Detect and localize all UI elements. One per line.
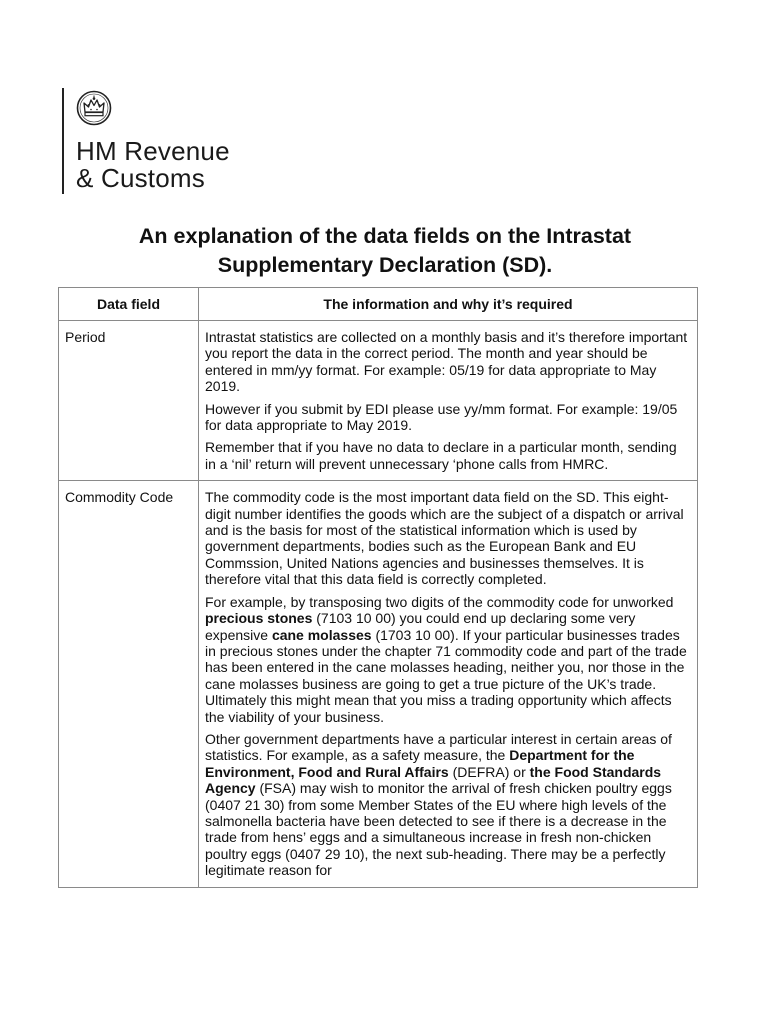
logo-line-1: HM Revenue [76, 136, 230, 166]
info-paragraph [205, 731, 691, 879]
title-line-2: Supplementary Declaration (SD). [217, 253, 553, 277]
text-run: (7103 10 00) you could end up declaring some very expensive [205, 610, 636, 643]
field-info-cell [199, 321, 698, 481]
info-paragraph [205, 594, 691, 725]
bold-term: the Food Standards Agency [205, 763, 662, 797]
bold-term: precious stones [205, 610, 313, 627]
royal-crown-crest-icon [76, 90, 112, 126]
text-run: Intrastat statistics are collected on a monthly basis and it’s therefore important you report the data in the correct period. The month and year should be entered in mm/yy format. For example: 05/19 for data appropriate to May 2019. [205, 329, 688, 395]
logo-wordmark [76, 138, 230, 192]
text-run: However if you submit by EDI please use yy/mm format. For example: 19/05 for data appropriate to May 2019. [205, 400, 678, 434]
header-information: The information and why it’s required [199, 288, 698, 321]
table-header-row [59, 288, 698, 321]
field-info-cell [199, 481, 698, 887]
info-paragraph [205, 439, 691, 472]
bold-term: Department for the Environment, Food and Rural Affairs [205, 747, 635, 780]
text-run: (1703 10 00). If your particular businesses trades in precious stones under the chapter 71 commodity code and part of the trade has been entered in the cane molasses heading, neither you, nor those in the cane molasses business are going to get a true picture of the UK’s trade. Ultimately this might mean that you miss a trading opportunity which affects the viability of your business. [205, 626, 687, 725]
table-row [59, 321, 698, 481]
table-body [59, 321, 698, 888]
document-title [60, 222, 710, 280]
text-run: For example, by transposing two digits of the commodity code for unworked [205, 593, 674, 610]
title-line-1: An explanation of the data fields on the Intrastat [138, 224, 632, 248]
info-paragraph [205, 489, 691, 587]
header-data-field: Data field [59, 288, 199, 321]
text-run: The commodity code is the most important data field on the SD. This eight-digit number identifies the goods which are the subject of a dispatch or arrival and is the basis for most of the statistical information which is used by government departments, bodies such as the European Bank and EU Commssion, United Nations agencies and businesses themselves. It is therefore vital that this data field is correctly completed. [205, 489, 684, 588]
text-run: Remember that if you have no data to declare in a particular month, sending in a ‘nil’ return will prevent unnecessary ‘phone calls from HMRC. [205, 439, 677, 472]
data-fields-table [58, 287, 698, 888]
info-paragraph [205, 329, 691, 395]
field-name-cell: Commodity Code [59, 481, 199, 887]
bold-term: cane molasses [271, 626, 372, 643]
text-run: (FSA) may wish to monitor the arrival of fresh chicken poultry eggs (0407 21 30) from some Member States of the EU where high levels of the salmonella bacteria have been detected to see if there is a decrease in the trade from hens’ eggs and a simultaneous increase in fresh non-chicken poultry eggs (0407 29 10), the next sub-heading. There may be a perfectly legitimate reason for [205, 780, 672, 879]
text-run: (DEFRA) or [448, 763, 530, 780]
info-paragraph [205, 401, 691, 434]
text-run: Other government departments have a particular interest in certain areas of statistics. For example, as a safety measure, the [205, 730, 672, 764]
table-row [59, 481, 698, 887]
field-name-cell: Period [59, 321, 199, 481]
logo-line-2: & Customs [76, 163, 205, 193]
logo-divider [62, 88, 64, 194]
